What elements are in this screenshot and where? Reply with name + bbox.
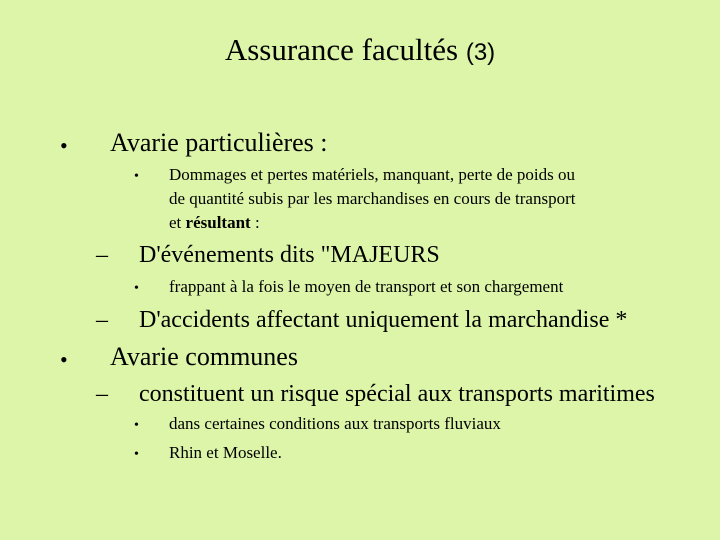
dommages-line-1: Dommages et pertes matériels, manquant, perte de poids ou	[169, 165, 575, 184]
dommages-line-3	[169, 211, 689, 235]
dash-marker: –	[96, 307, 108, 333]
sub-bullet-marker: •	[134, 281, 139, 296]
dommages-line-3-prefix: et	[169, 213, 186, 232]
dash-marker: –	[96, 242, 108, 268]
sub-bullet-fluviaux: dans certaines conditions aux transports fluviaux	[169, 414, 501, 433]
bullet-avarie-particulieres: Avarie particulières :	[110, 128, 328, 157]
sub-bullet-marker: •	[134, 169, 139, 184]
dash-risque-special: constituent un risque spécial aux transports maritimes	[139, 381, 655, 407]
slide-title	[0, 30, 720, 73]
bullet-avarie-communes: Avarie communes	[110, 342, 298, 371]
emphasis-resultant: résultant	[185, 213, 251, 232]
dash-accidents: D'accidents affectant uniquement la marchandise *	[139, 307, 628, 333]
sub-bullet-rhin-moselle: Rhin et Moselle.	[169, 443, 282, 462]
sub-bullet-marker: •	[134, 447, 139, 462]
sub-bullet-marker: •	[134, 418, 139, 433]
sub-bullet-frappant: frappant à la fois le moyen de transport et son chargement	[169, 277, 564, 296]
bullet-marker: •	[60, 133, 68, 158]
dommages-line-2: de quantité subis par les marchandises en cours de transport	[169, 189, 576, 208]
title-suffix: (3)	[465, 39, 496, 66]
dommages-line-3-suffix: :	[250, 213, 260, 232]
dash-marker: –	[96, 381, 108, 407]
title-text: Assurance facultés	[224, 32, 459, 67]
dash-evenements-majeurs: D'événements dits "MAJEURS	[139, 242, 440, 268]
sub-bullet-dommages	[169, 163, 689, 235]
bullet-marker: •	[60, 347, 68, 372]
